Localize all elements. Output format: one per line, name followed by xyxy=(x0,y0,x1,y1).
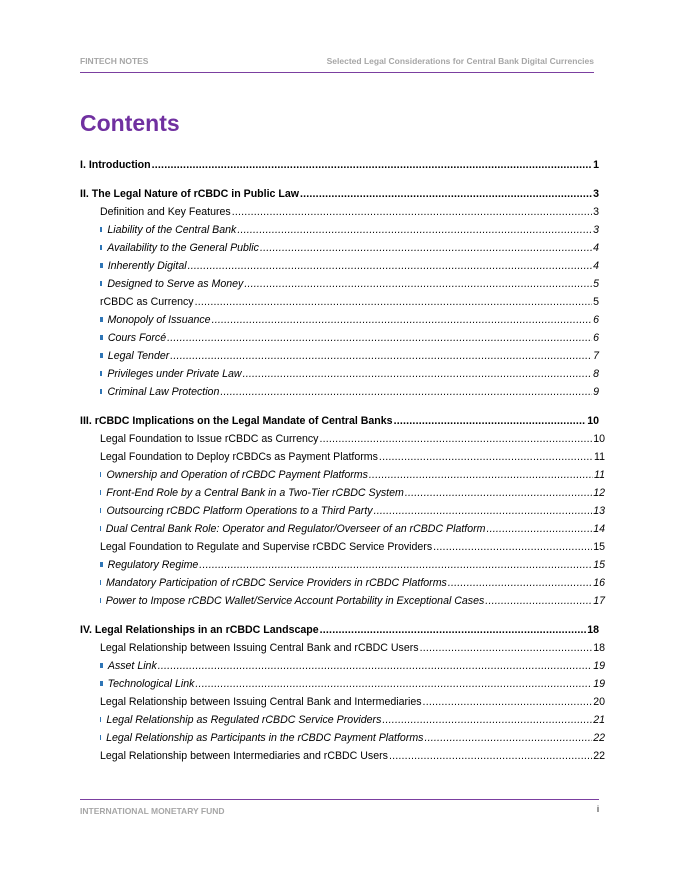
toc-subsubsection-entry[interactable] xyxy=(80,574,605,592)
toc-entry-title: Definition and Key Features xyxy=(100,206,231,218)
toc-entry-title: Criminal Law Protection xyxy=(107,386,220,398)
toc-page-number: 12 xyxy=(593,487,605,499)
toc-entry-title: Legal Relationship between Issuing Central Bank and rCBDC Users xyxy=(100,642,419,654)
toc-entry-title: Liability of the Central Bank xyxy=(107,224,237,236)
toc-entry-title: Availability to the General Public xyxy=(107,242,259,254)
toc-subsection-entry[interactable] xyxy=(80,430,605,448)
table-of-contents xyxy=(80,152,605,765)
running-footer xyxy=(80,799,599,818)
toc-subsubsection-entry[interactable] xyxy=(80,502,605,520)
dot-leader xyxy=(394,412,587,430)
toc-entry-title: Privileges under Private Law xyxy=(107,368,242,380)
toc-subsubsection-entry[interactable] xyxy=(80,329,599,347)
toc-page-number: 19 xyxy=(593,660,605,672)
running-header xyxy=(80,56,594,73)
toc-page-number: 14 xyxy=(593,523,605,535)
dot-leader xyxy=(152,156,592,174)
toc-page-number: 6 xyxy=(593,314,599,326)
toc-subsubsection-entry[interactable] xyxy=(80,675,605,693)
dot-leader xyxy=(195,293,592,311)
toc-page-number: 18 xyxy=(593,642,605,654)
toc-entry-title: III. rCBDC Implications on the Legal Mandate of Central Banks xyxy=(80,415,393,427)
dot-leader xyxy=(433,538,592,556)
square-bullet-icon xyxy=(100,717,101,722)
square-bullet-icon xyxy=(100,681,103,686)
toc-subsubsection-entry[interactable] xyxy=(80,466,605,484)
square-bullet-icon xyxy=(100,562,103,567)
dot-leader xyxy=(389,747,592,765)
toc-page-number: 19 xyxy=(593,678,605,690)
toc-page-number: 13 xyxy=(593,505,605,517)
dot-leader xyxy=(188,257,593,275)
dot-leader xyxy=(243,365,593,383)
toc-page-number: 11 xyxy=(594,451,605,463)
dot-leader xyxy=(485,592,592,610)
dot-leader xyxy=(232,203,592,221)
toc-page-number: 3 xyxy=(593,206,599,218)
dot-leader xyxy=(424,729,592,747)
toc-page-number: 17 xyxy=(593,595,605,607)
dot-leader xyxy=(379,448,593,466)
toc-page-number: 3 xyxy=(593,188,599,200)
toc-subsubsection-entry[interactable] xyxy=(80,221,599,239)
toc-entry-title: IV. Legal Relationships in an rCBDC Landscape xyxy=(80,624,319,636)
toc-page-number: 4 xyxy=(593,242,599,254)
dot-leader xyxy=(158,657,592,675)
toc-page-number: 15 xyxy=(593,541,605,553)
toc-entry-title: Technological Link xyxy=(107,678,195,690)
square-bullet-icon xyxy=(100,735,101,740)
toc-subsubsection-entry[interactable] xyxy=(80,657,605,675)
footer-page-number: i xyxy=(597,804,599,814)
toc-subsubsection-entry[interactable] xyxy=(80,729,605,747)
toc-page-number: 1 xyxy=(593,159,599,171)
square-bullet-icon xyxy=(100,335,103,340)
toc-entry-title: Legal Relationship as Regulated rCBDC Service Providers xyxy=(106,714,382,726)
toc-page-number: 15 xyxy=(593,559,605,571)
dot-leader xyxy=(369,466,593,484)
toc-entry-title: Legal Foundation to Deploy rCBDCs as Payment Platforms xyxy=(100,451,378,463)
toc-entry-title: Legal Relationship between Issuing Central Bank and Intermediaries xyxy=(100,696,422,708)
square-bullet-icon xyxy=(100,472,101,477)
toc-entry-title: I. Introduction xyxy=(80,159,151,171)
toc-subsection-entry[interactable] xyxy=(80,293,599,311)
toc-page-number: 9 xyxy=(593,386,599,398)
square-bullet-icon xyxy=(100,490,101,495)
toc-subsubsection-entry[interactable] xyxy=(80,592,605,610)
toc-subsubsection-entry[interactable] xyxy=(80,275,599,293)
square-bullet-icon xyxy=(100,598,101,603)
toc-subsubsection-entry[interactable] xyxy=(80,484,605,502)
toc-page-number: 22 xyxy=(593,750,605,762)
dot-leader xyxy=(448,574,592,592)
toc-entry-title: Power to Impose rCBDC Wallet/Service Account Portability in Exceptional Cases xyxy=(105,595,485,607)
toc-page-number: 16 xyxy=(593,577,605,589)
dot-leader xyxy=(212,311,593,329)
header-document-title: Selected Legal Considerations for Central Bank Digital Currencies xyxy=(326,56,594,66)
toc-page-number: 5 xyxy=(593,296,599,308)
toc-page-number: 7 xyxy=(593,350,599,362)
toc-subsection-entry[interactable] xyxy=(80,538,605,556)
toc-entry-title: Legal Tender xyxy=(107,350,170,362)
toc-section-entry[interactable] xyxy=(80,185,599,203)
toc-page-number: 4 xyxy=(593,260,599,272)
toc-page-number: 8 xyxy=(593,368,599,380)
dot-leader xyxy=(300,185,592,203)
toc-page-number: 3 xyxy=(593,224,599,236)
dot-leader xyxy=(423,693,593,711)
toc-subsubsection-entry[interactable] xyxy=(80,383,599,401)
toc-subsubsection-entry[interactable] xyxy=(80,347,599,365)
toc-entry-title: Inherently Digital xyxy=(107,260,187,272)
square-bullet-icon xyxy=(100,580,101,585)
dot-leader xyxy=(420,639,593,657)
toc-entry-title: Outsourcing rCBDC Platform Operations to a Third Party xyxy=(106,505,373,517)
square-bullet-icon xyxy=(100,263,103,268)
square-bullet-icon xyxy=(100,663,103,668)
dot-leader xyxy=(486,520,592,538)
toc-page-number: 6 xyxy=(593,332,599,344)
square-bullet-icon xyxy=(100,526,101,531)
toc-subsubsection-entry[interactable] xyxy=(80,257,599,275)
dot-leader xyxy=(167,329,592,347)
toc-subsubsection-entry[interactable] xyxy=(80,365,599,383)
toc-entry-title: II. The Legal Nature of rCBDC in Public Law xyxy=(80,188,299,200)
square-bullet-icon xyxy=(100,245,102,250)
toc-entry-title: Legal Foundation to Issue rCBDC as Currency xyxy=(100,433,319,445)
toc-page-number: 18 xyxy=(587,624,599,636)
square-bullet-icon xyxy=(100,371,102,376)
toc-page-number: 22 xyxy=(593,732,605,744)
toc-page-number: 21 xyxy=(593,714,605,726)
dot-leader xyxy=(244,275,592,293)
square-bullet-icon xyxy=(100,317,103,322)
square-bullet-icon xyxy=(100,353,103,358)
dot-leader xyxy=(199,556,592,574)
toc-entry-title: Front-End Role by a Central Bank in a Two-Tier rCBDC System xyxy=(106,487,404,499)
toc-subsection-entry[interactable] xyxy=(80,747,605,765)
square-bullet-icon xyxy=(100,281,102,286)
toc-entry-title: Asset Link xyxy=(107,660,157,672)
toc-subsubsection-entry[interactable] xyxy=(80,311,599,329)
dot-leader xyxy=(237,221,592,239)
dot-leader xyxy=(382,711,592,729)
toc-subsection-entry[interactable] xyxy=(80,448,605,466)
toc-section-entry[interactable] xyxy=(80,412,599,430)
toc-subsubsection-entry[interactable] xyxy=(80,711,605,729)
square-bullet-icon xyxy=(100,227,102,232)
toc-section-entry[interactable] xyxy=(80,621,599,639)
dot-leader xyxy=(170,347,592,365)
toc-entry-title: Ownership and Operation of rCBDC Payment Platforms xyxy=(106,469,368,481)
toc-subsubsection-entry[interactable] xyxy=(80,520,605,538)
square-bullet-icon xyxy=(100,389,102,394)
toc-page-number: 10 xyxy=(593,433,605,445)
toc-subsection-entry[interactable] xyxy=(80,693,605,711)
toc-entry-title: Designed to Serve as Money xyxy=(107,278,244,290)
toc-entry-title: rCBDC as Currency xyxy=(100,296,194,308)
toc-entry-title: Monopoly of Issuance xyxy=(107,314,211,326)
toc-subsubsection-entry[interactable] xyxy=(80,239,599,257)
toc-entry-title: Mandatory Participation of rCBDC Service Providers in rCBDC Platforms xyxy=(105,577,447,589)
toc-section-entry[interactable] xyxy=(80,156,599,174)
toc-entry-title: Legal Relationship between Intermediaries and rCBDC Users xyxy=(100,750,388,762)
header-series-label: FINTECH NOTES xyxy=(80,56,149,66)
toc-entry-title: Cours Forcé xyxy=(107,332,167,344)
toc-page-number: 5 xyxy=(593,278,599,290)
footer-organization: INTERNATIONAL MONETARY FUND xyxy=(80,806,225,816)
dot-leader xyxy=(320,621,587,639)
toc-entry-title: Legal Relationship as Participants in the rCBDC Payment Platforms xyxy=(106,732,424,744)
toc-page-number: 11 xyxy=(594,469,605,481)
square-bullet-icon xyxy=(100,508,101,513)
dot-leader xyxy=(405,484,592,502)
toc-subsection-entry[interactable] xyxy=(80,203,599,221)
dot-leader xyxy=(319,430,592,448)
page-title: Contents xyxy=(80,110,180,136)
toc-entry-title: Legal Foundation to Regulate and Supervise rCBDC Service Providers xyxy=(100,541,433,553)
toc-subsection-entry[interactable] xyxy=(80,639,605,657)
toc-entry-title: Dual Central Bank Role: Operator and Regulator/Overseer of an rCBDC Platform xyxy=(105,523,486,535)
dot-leader xyxy=(195,675,592,693)
toc-entry-title: Regulatory Regime xyxy=(107,559,199,571)
dot-leader xyxy=(260,239,592,257)
dot-leader xyxy=(374,502,593,520)
toc-page-number: 10 xyxy=(587,415,599,427)
toc-page-number: 20 xyxy=(593,696,605,708)
toc-subsubsection-entry[interactable] xyxy=(80,556,605,574)
dot-leader xyxy=(220,383,592,401)
